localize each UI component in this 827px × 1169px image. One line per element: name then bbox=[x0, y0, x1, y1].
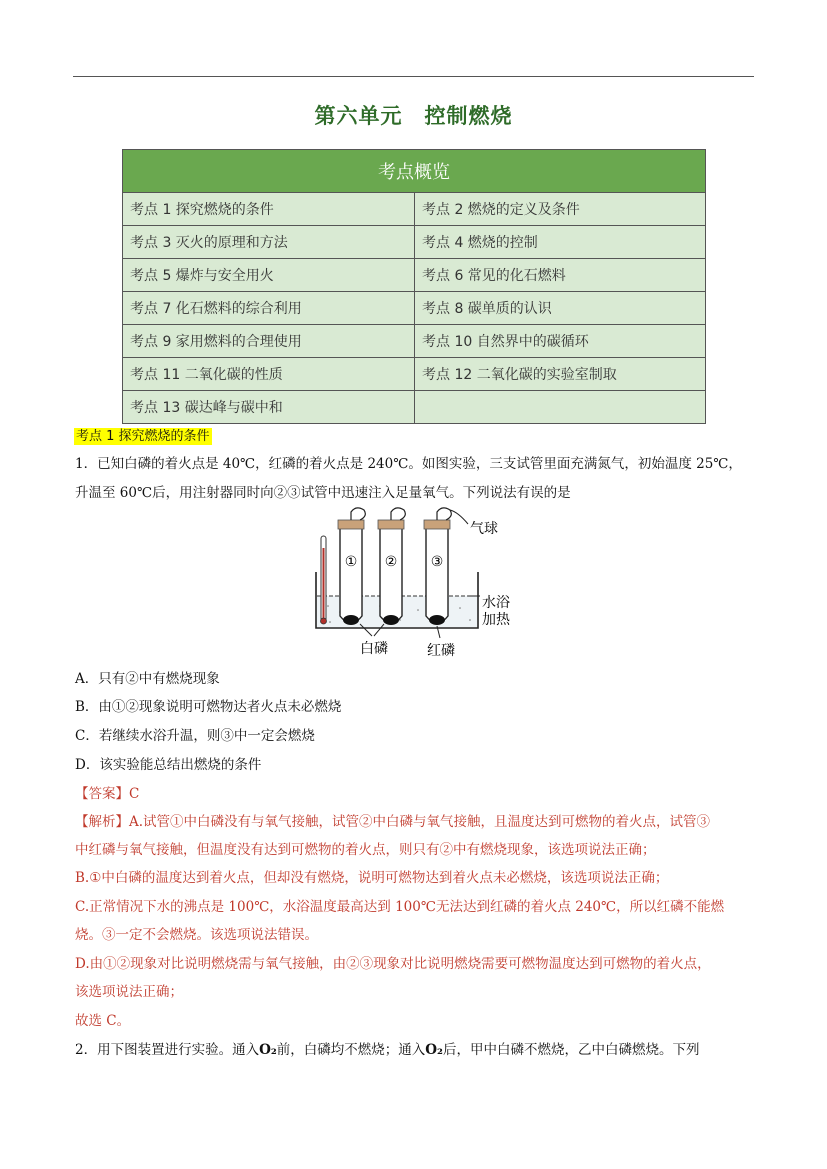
overview-cell: 考点 8 碳单质的认识 bbox=[415, 292, 706, 325]
overview-cell: 考点 7 化石燃料的综合利用 bbox=[123, 292, 415, 325]
q2-o2-formula: O₂ bbox=[425, 1042, 443, 1058]
answer: 【答案】C bbox=[75, 786, 140, 802]
tube-label-2: ② bbox=[384, 554, 398, 570]
table-row bbox=[123, 325, 706, 358]
page-title bbox=[0, 100, 827, 130]
analysis-line: 中红磷与氧气接触，但温度没有达到可燃物的着火点，则只有②中有燃烧现象，该选项说法正确； bbox=[75, 842, 656, 858]
table-row bbox=[123, 193, 706, 226]
analysis-line: 【解析】A.试管①中白磷没有与氧气接触，试管②中白磷与氧气接触，且温度达到可燃物的着火点，试管③ bbox=[75, 814, 711, 830]
q2-middle: 前，白磷均不燃烧；通入 bbox=[276, 1042, 426, 1058]
overview-cell: 考点 12 二氧化碳的实验室制取 bbox=[415, 358, 706, 391]
question-1-line-1: 1．已知白磷的着火点是 40℃，红磷的着火点是 240℃。如图实验，三支试管里面充满氮气，初始温度 25℃， bbox=[75, 456, 742, 472]
overview-cell: 考点 10 自然界中的碳循环 bbox=[415, 325, 706, 358]
analysis-line: B.①中白磷的温度达到着火点，但却没有燃烧，说明可燃物达到着火点未必燃烧，该选项说法正确； bbox=[75, 870, 669, 886]
table-row bbox=[123, 226, 706, 259]
analysis-line: 该选项说法正确； bbox=[75, 984, 183, 1000]
analysis-line: 烧。③一定不会燃烧。该选项说法错误。 bbox=[75, 927, 318, 943]
overview-cell: 考点 3 灭火的原理和方法 bbox=[123, 226, 415, 259]
overview-header: 考点概览 bbox=[123, 150, 706, 193]
experiment-figure bbox=[300, 506, 530, 660]
overview-cell: 考点 1 探究燃烧的条件 bbox=[123, 193, 415, 226]
option-c: C．若继续水浴升温，则③中一定会燃烧 bbox=[75, 728, 315, 744]
overview-cell: 考点 13 碳达峰与碳中和 bbox=[123, 391, 415, 424]
red-phosphorus-label: 红磷 bbox=[427, 643, 455, 659]
overview-cell: 考点 5 爆炸与安全用火 bbox=[123, 259, 415, 292]
option-d: D．该实验能总结出燃烧的条件 bbox=[75, 757, 262, 773]
q2-prefix: 2．用下图装置进行实验。通入 bbox=[75, 1042, 260, 1058]
water-bath-label: 水浴 bbox=[482, 595, 510, 611]
overview-cell: 考点 2 燃烧的定义及条件 bbox=[415, 193, 706, 226]
analysis-line: C.正常情况下水的沸点是 100℃，水浴温度最高达到 100℃无法达到红磷的着火点 240℃，所以红磷不能燃 bbox=[75, 899, 725, 915]
title-unit: 第六单元 bbox=[314, 104, 403, 128]
analysis-line: D.由①②现象对比说明燃烧需与氧气接触，由②③现象对比说明燃烧需要可燃物温度达到可燃物的着火点， bbox=[75, 956, 711, 972]
balloon-label: 气球 bbox=[470, 521, 498, 537]
table-row bbox=[123, 292, 706, 325]
question-1-line-2: 升温至 60℃后，用注射器同时向②③试管中迅速注入足量氧气。下列说法有误的是 bbox=[75, 485, 571, 501]
table-row bbox=[123, 358, 706, 391]
white-phosphorus-label: 白磷 bbox=[360, 641, 388, 657]
q2-o2-formula: O₂ bbox=[259, 1042, 277, 1058]
analysis-line: 故选 C。 bbox=[75, 1013, 131, 1029]
option-b: B．由①②现象说明可燃物达者火点未必燃烧 bbox=[75, 699, 342, 715]
question-2-line-1 bbox=[75, 1040, 765, 1060]
tube-label-1: ① bbox=[344, 554, 358, 570]
overview-cell: 考点 11 二氧化碳的性质 bbox=[123, 358, 415, 391]
overview-cell: 考点 9 家用燃料的合理使用 bbox=[123, 325, 415, 358]
overview-cell bbox=[415, 391, 706, 424]
overview-cell: 考点 6 常见的化石燃料 bbox=[415, 259, 706, 292]
tube-label-3: ③ bbox=[430, 554, 444, 570]
section-tag: 考点 1 探究燃烧的条件 bbox=[76, 429, 210, 444]
title-topic: 控制燃烧 bbox=[424, 104, 513, 128]
q2-suffix: 后，甲中白磷不燃烧，乙中白磷燃烧。下列 bbox=[442, 1042, 700, 1058]
heating-label: 加热 bbox=[482, 612, 510, 628]
overview-table bbox=[122, 149, 706, 424]
table-row bbox=[123, 391, 706, 424]
option-a: A．只有②中有燃烧现象 bbox=[75, 671, 220, 687]
table-row bbox=[123, 259, 706, 292]
overview-cell: 考点 4 燃烧的控制 bbox=[415, 226, 706, 259]
header-rule bbox=[73, 76, 754, 77]
